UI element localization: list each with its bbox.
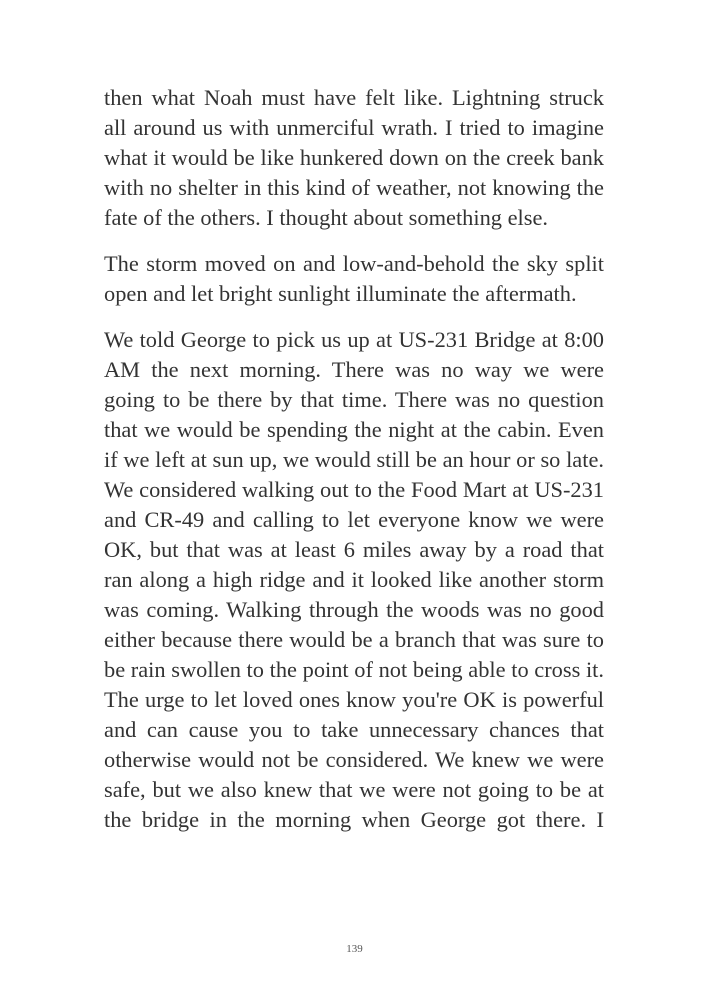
paragraph-1: then what Noah must have felt like. Lightning struck all around us with unmerciful wrath. I tried to imagine what it would be like hunkered down on the creek bank with no shelter in this kind of weather, not knowing the fate of the others. I thought about something else.: [104, 85, 604, 230]
page-number: 139: [346, 943, 363, 955]
paragraph-2: The storm moved on and low-and-behold the sky split open and let bright sunlight illuminate the aftermath.: [104, 251, 604, 306]
paragraph-3: We told George to pick us up at US-231 Bridge at 8:00 AM the next morning. There was no way we were going to be there by that time. There was no question that we would be spending the night at the cabin. Even if we left at sun up, we would still be an hour or so late. We considered walking out to the Food Mart at US-231 and CR-49 and calling to let everyone know we were OK, but that was at least 6 miles away by a road that ran along a high ridge and it looked like another storm was coming. Walking through the woods was no good either because there would be a branch that was sure to be rain swollen to the point of not being able to cross it. The urge to let loved ones know you're OK is powerful and can cause you to take unnecessary chances that otherwise would not be considered. We knew we were safe, but we also knew that we were not going to be at the bridge in the morning when George got there. I: [104, 327, 604, 832]
body-text: [104, 83, 604, 851]
